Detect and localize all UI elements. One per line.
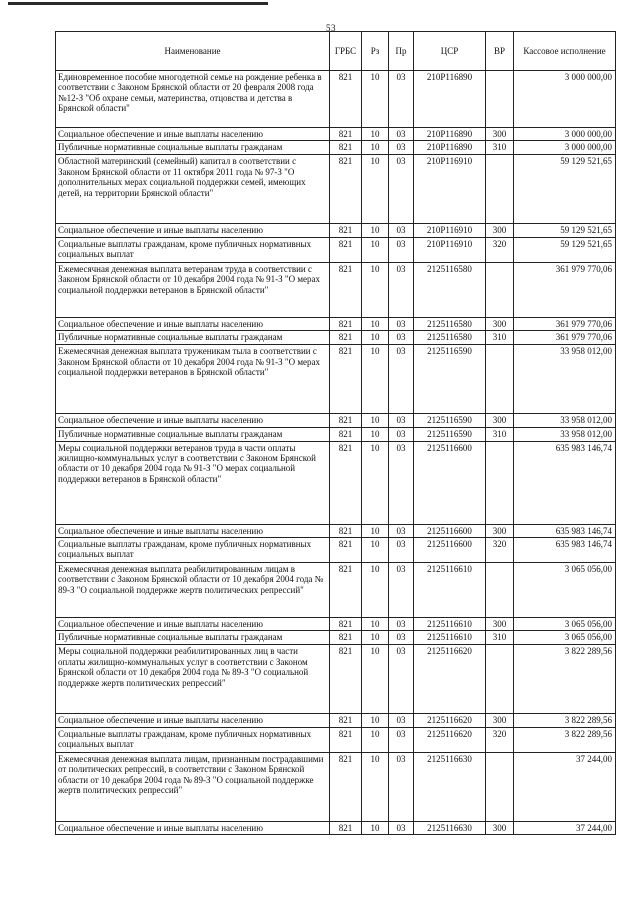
row-grbs: 821 — [330, 618, 362, 631]
row-vr — [486, 752, 514, 821]
row-pr: 03 — [389, 141, 414, 155]
row-csr: 210P116910 — [414, 224, 486, 237]
row-name: Публичные нормативные социальные выплаты гражданам — [56, 141, 330, 155]
row-grbs: 821 — [330, 752, 362, 821]
row-pr: 03 — [389, 821, 414, 834]
table-row — [56, 538, 616, 563]
row-grbs: 821 — [330, 821, 362, 834]
table-row — [56, 427, 616, 441]
row-name: Публичные нормативные социальные выплаты гражданам — [56, 427, 330, 441]
row-rz: 10 — [362, 524, 389, 537]
row-rz: 10 — [362, 631, 389, 645]
row-amount: 3 822 289,56 — [514, 727, 616, 752]
row-csr: 2125116630 — [414, 752, 486, 821]
table-row — [56, 821, 616, 834]
row-csr: 2125116590 — [414, 414, 486, 427]
row-csr: 210P116910 — [414, 237, 486, 262]
row-vr — [486, 345, 514, 414]
row-amount: 59 129 521,65 — [514, 155, 616, 224]
row-rz: 10 — [362, 331, 389, 345]
header-vr: ВР — [486, 32, 514, 71]
row-name: Социальное обеспечение и иные выплаты населению — [56, 317, 330, 330]
row-name: Меры социальной поддержки ветеранов труда в части оплаты жилищно-коммунальных услуг в соответствии с Законом Брянской области от 10 декабря 2004 года № 91-З "О мерах социальной поддержки ветеранов в Брянской области" — [56, 441, 330, 524]
row-pr: 03 — [389, 262, 414, 317]
row-name: Ежемесячная денежная выплата лицам, признанным пострадавшими от политических репрессий, в соответствии с Законом Брянской области от 10 декабря 2004 года № 89-З "О социальной поддержке жертв политических репрессий" — [56, 752, 330, 821]
row-rz: 10 — [362, 141, 389, 155]
row-name: Социальное обеспечение и иные выплаты населению — [56, 524, 330, 537]
row-grbs: 821 — [330, 128, 362, 141]
row-vr: 300 — [486, 224, 514, 237]
row-pr: 03 — [389, 752, 414, 821]
row-vr: 310 — [486, 141, 514, 155]
row-name: Социальное обеспечение и иные выплаты населению — [56, 224, 330, 237]
row-grbs: 821 — [330, 71, 362, 128]
table-row — [56, 331, 616, 345]
row-amount: 635 983 146,74 — [514, 524, 616, 537]
row-grbs: 821 — [330, 345, 362, 414]
row-csr: 2125116620 — [414, 714, 486, 727]
row-rz: 10 — [362, 345, 389, 414]
row-pr: 03 — [389, 414, 414, 427]
page-number: 53 — [326, 23, 336, 33]
row-amount: 635 983 146,74 — [514, 441, 616, 524]
table-row — [56, 714, 616, 727]
row-name: Меры социальной поддержки реабилитированных лиц в части оплаты жилищно-коммунальных услуг в соответствии с Законом Брянской области от 10 декабря 2004 года № 89-З "О социальной поддержке жертв политических репрессий" — [56, 645, 330, 714]
row-csr: 2125116580 — [414, 317, 486, 330]
row-grbs: 821 — [330, 524, 362, 537]
row-grbs: 821 — [330, 631, 362, 645]
row-grbs: 821 — [330, 141, 362, 155]
row-name: Ежемесячная денежная выплата реабилитированным лицам в соответствии с Законом Брянской области от 10 декабря 2004 года № 89-З "О социальной поддержке жертв политических репрессий" — [56, 563, 330, 618]
row-amount: 33 958 012,00 — [514, 427, 616, 441]
table-row — [56, 155, 616, 224]
row-amount: 3 065 056,00 — [514, 563, 616, 618]
row-name: Ежемесячная денежная выплата ветеранам труда в соответствии с Законом Брянской области от 10 декабря 2004 года № 91-З "О мерах социальной поддержки ветеранов в Брянской области" — [56, 262, 330, 317]
row-csr: 210P116890 — [414, 128, 486, 141]
row-pr: 03 — [389, 224, 414, 237]
row-grbs: 821 — [330, 563, 362, 618]
table-row — [56, 727, 616, 752]
row-rz: 10 — [362, 155, 389, 224]
row-rz: 10 — [362, 821, 389, 834]
row-csr: 2125116600 — [414, 441, 486, 524]
row-grbs: 821 — [330, 237, 362, 262]
row-amount: 37 244,00 — [514, 752, 616, 821]
table-row — [56, 563, 616, 618]
row-name: Ежемесячная денежная выплата труженикам тыла в соответствии с Законом Брянской области от 10 декабря 2004 года № 91-З "О мерах социальной поддержки ветеранов в Брянской области" — [56, 345, 330, 414]
row-vr — [486, 71, 514, 128]
header-csr: ЦСР — [414, 32, 486, 71]
row-csr: 210P116890 — [414, 141, 486, 155]
row-pr: 03 — [389, 71, 414, 128]
row-vr: 320 — [486, 727, 514, 752]
row-rz: 10 — [362, 752, 389, 821]
top-rule — [8, 2, 268, 5]
row-amount: 361 979 770,06 — [514, 317, 616, 330]
row-rz: 10 — [362, 317, 389, 330]
row-rz: 10 — [362, 618, 389, 631]
table-row — [56, 141, 616, 155]
row-pr: 03 — [389, 524, 414, 537]
header-name: Наименование — [56, 32, 330, 71]
row-vr: 300 — [486, 128, 514, 141]
header-rz: Рз — [362, 32, 389, 71]
row-csr: 2125116590 — [414, 427, 486, 441]
row-csr: 2125116600 — [414, 524, 486, 537]
row-vr: 300 — [486, 414, 514, 427]
row-vr — [486, 262, 514, 317]
row-amount: 3 822 289,56 — [514, 645, 616, 714]
row-csr: 2125116620 — [414, 727, 486, 752]
row-grbs: 821 — [330, 262, 362, 317]
row-vr — [486, 645, 514, 714]
row-csr: 2125116610 — [414, 563, 486, 618]
row-grbs: 821 — [330, 714, 362, 727]
table-row — [56, 262, 616, 317]
table-row — [56, 317, 616, 330]
row-vr: 300 — [486, 714, 514, 727]
row-vr: 310 — [486, 427, 514, 441]
table-row — [56, 524, 616, 537]
row-pr: 03 — [389, 563, 414, 618]
row-amount: 59 129 521,65 — [514, 237, 616, 262]
row-amount: 3 065 056,00 — [514, 631, 616, 645]
header-pr: Пр — [389, 32, 414, 71]
row-amount: 3 065 056,00 — [514, 618, 616, 631]
row-rz: 10 — [362, 714, 389, 727]
row-grbs: 821 — [330, 427, 362, 441]
row-name: Социальное обеспечение и иные выплаты населению — [56, 714, 330, 727]
row-grbs: 821 — [330, 317, 362, 330]
row-vr — [486, 155, 514, 224]
table-row — [56, 441, 616, 524]
row-rz: 10 — [362, 727, 389, 752]
row-vr: 310 — [486, 331, 514, 345]
row-amount: 37 244,00 — [514, 821, 616, 834]
row-csr: 2125116590 — [414, 345, 486, 414]
table-row — [56, 128, 616, 141]
row-pr: 03 — [389, 345, 414, 414]
budget-table — [55, 31, 616, 835]
row-pr: 03 — [389, 237, 414, 262]
row-name: Социальные выплаты гражданам, кроме публичных нормативных социальных выплат — [56, 538, 330, 563]
row-pr: 03 — [389, 128, 414, 141]
row-amount: 3 822 289,56 — [514, 714, 616, 727]
table-row — [56, 645, 616, 714]
row-grbs: 821 — [330, 727, 362, 752]
row-amount: 3 000 000,00 — [514, 141, 616, 155]
row-pr: 03 — [389, 155, 414, 224]
row-rz: 10 — [362, 128, 389, 141]
row-grbs: 821 — [330, 414, 362, 427]
row-amount: 33 958 012,00 — [514, 345, 616, 414]
row-pr: 03 — [389, 618, 414, 631]
row-vr: 300 — [486, 821, 514, 834]
row-grbs: 821 — [330, 645, 362, 714]
row-amount: 3 000 000,00 — [514, 128, 616, 141]
row-amount: 3 000 000,00 — [514, 71, 616, 128]
row-amount: 635 983 146,74 — [514, 538, 616, 563]
row-rz: 10 — [362, 71, 389, 128]
row-vr: 320 — [486, 538, 514, 563]
row-name: Областной материнский (семейный) капитал в соответствии с Законом Брянской области от 11 октября 2011 года № 97-З "О дополнительных мерах социальной поддержки семей, имеющих детей, на территории Брянской области" — [56, 155, 330, 224]
row-name: Единовременное пособие многодетной семье на рождение ребенка в соответствии с Законом Брянской области от 20 февраля 2008 года №12-З "Об охране семьи, материнства, отцовства и детства в Брянской области" — [56, 71, 330, 128]
row-pr: 03 — [389, 645, 414, 714]
row-vr: 300 — [486, 524, 514, 537]
row-amount: 361 979 770,06 — [514, 262, 616, 317]
table-header-row — [56, 32, 616, 71]
row-name: Социальное обеспечение и иные выплаты населению — [56, 414, 330, 427]
row-grbs: 821 — [330, 331, 362, 345]
table-row — [56, 345, 616, 414]
row-rz: 10 — [362, 645, 389, 714]
table-row — [56, 237, 616, 262]
row-name: Социальное обеспечение и иные выплаты населению — [56, 618, 330, 631]
row-rz: 10 — [362, 262, 389, 317]
table-row — [56, 752, 616, 821]
row-name: Публичные нормативные социальные выплаты гражданам — [56, 631, 330, 645]
row-grbs: 821 — [330, 538, 362, 563]
row-rz: 10 — [362, 224, 389, 237]
table-row — [56, 224, 616, 237]
row-amount: 59 129 521,65 — [514, 224, 616, 237]
row-pr: 03 — [389, 441, 414, 524]
row-name: Социальное обеспечение и иные выплаты населению — [56, 821, 330, 834]
row-name: Социальные выплаты гражданам, кроме публичных нормативных социальных выплат — [56, 237, 330, 262]
row-csr: 2125116610 — [414, 631, 486, 645]
row-rz: 10 — [362, 563, 389, 618]
row-csr: 2125116580 — [414, 262, 486, 317]
row-csr: 2125116630 — [414, 821, 486, 834]
table-row — [56, 631, 616, 645]
row-name: Социальные выплаты гражданам, кроме публичных нормативных социальных выплат — [56, 727, 330, 752]
row-pr: 03 — [389, 427, 414, 441]
row-grbs: 821 — [330, 224, 362, 237]
row-rz: 10 — [362, 441, 389, 524]
row-amount: 361 979 770,06 — [514, 331, 616, 345]
row-vr: 300 — [486, 618, 514, 631]
row-csr: 210P116890 — [414, 71, 486, 128]
row-pr: 03 — [389, 714, 414, 727]
row-rz: 10 — [362, 427, 389, 441]
row-pr: 03 — [389, 631, 414, 645]
row-csr: 2125116600 — [414, 538, 486, 563]
row-vr — [486, 563, 514, 618]
row-grbs: 821 — [330, 441, 362, 524]
table-row — [56, 71, 616, 128]
row-name: Публичные нормативные социальные выплаты гражданам — [56, 331, 330, 345]
row-vr — [486, 441, 514, 524]
row-rz: 10 — [362, 414, 389, 427]
row-vr: 300 — [486, 317, 514, 330]
row-pr: 03 — [389, 538, 414, 563]
row-pr: 03 — [389, 317, 414, 330]
row-csr: 210P116910 — [414, 155, 486, 224]
header-grbs: ГРБС — [330, 32, 362, 71]
row-csr: 2125116620 — [414, 645, 486, 714]
row-vr: 320 — [486, 237, 514, 262]
row-pr: 03 — [389, 331, 414, 345]
row-amount: 33 958 012,00 — [514, 414, 616, 427]
row-csr: 2125116580 — [414, 331, 486, 345]
header-amount: Кассовое исполнение — [514, 32, 616, 71]
row-csr: 2125116610 — [414, 618, 486, 631]
table-row — [56, 414, 616, 427]
row-vr: 310 — [486, 631, 514, 645]
row-grbs: 821 — [330, 155, 362, 224]
row-name: Социальное обеспечение и иные выплаты населению — [56, 128, 330, 141]
table-row — [56, 618, 616, 631]
row-pr: 03 — [389, 727, 414, 752]
row-rz: 10 — [362, 538, 389, 563]
row-rz: 10 — [362, 237, 389, 262]
